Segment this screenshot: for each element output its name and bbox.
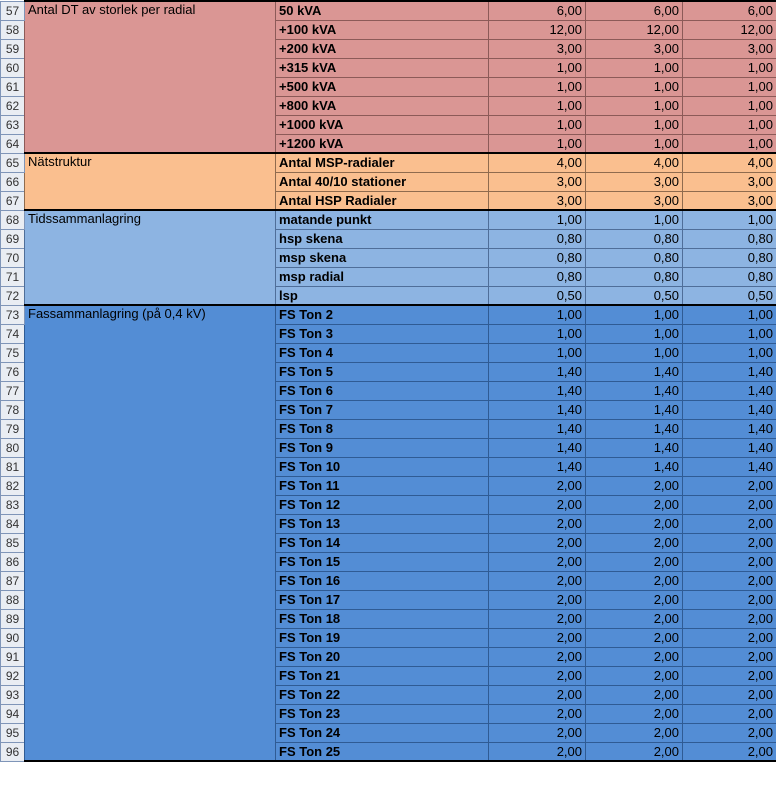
value-cell[interactable]: 3,00 [586,39,683,58]
row-number[interactable]: 60 [1,58,25,77]
value-cell[interactable]: 2,00 [489,552,586,571]
value-cell[interactable]: 1,00 [683,58,776,77]
value-cell[interactable]: 1,00 [586,134,683,153]
parameter-label-cell[interactable]: Antal MSP-radialer [276,153,489,172]
parameter-label-cell[interactable]: msp skena [276,248,489,267]
row-number[interactable]: 62 [1,96,25,115]
value-cell[interactable]: 2,00 [489,723,586,742]
parameter-label-cell[interactable]: FS Ton 19 [276,628,489,647]
value-cell[interactable]: 0,80 [489,267,586,286]
parameter-label-cell[interactable]: FS Ton 25 [276,742,489,761]
table-row [1,153,776,172]
value-cell[interactable]: 1,00 [586,210,683,229]
value-cell[interactable]: 1,00 [683,324,776,343]
parameter-label-cell[interactable]: +500 kVA [276,77,489,96]
table-row [1,1,776,20]
value-cell[interactable]: 2,00 [489,628,586,647]
value-cell[interactable]: 3,00 [683,191,776,210]
parameter-label-cell[interactable]: lsp [276,286,489,305]
value-cell[interactable]: 1,00 [683,305,776,324]
value-cell[interactable]: 1,00 [683,343,776,362]
row-number[interactable]: 95 [1,723,25,742]
row-number[interactable]: 65 [1,153,25,172]
parameter-label-cell[interactable]: FS Ton 5 [276,362,489,381]
value-cell[interactable]: 1,00 [683,134,776,153]
category-cell[interactable]: Nätstruktur [25,153,276,210]
value-cell[interactable]: 1,00 [489,343,586,362]
value-cell[interactable]: 1,00 [489,134,586,153]
value-cell[interactable]: 1,00 [586,343,683,362]
parameter-label-cell[interactable]: FS Ton 22 [276,685,489,704]
row-number[interactable]: 94 [1,704,25,723]
value-cell[interactable]: 0,50 [683,286,776,305]
value-cell[interactable]: 2,00 [489,533,586,552]
row-number[interactable]: 86 [1,552,25,571]
parameter-label-cell[interactable]: FS Ton 4 [276,343,489,362]
parameter-label-cell[interactable]: +200 kVA [276,39,489,58]
value-cell[interactable]: 1,00 [586,305,683,324]
row-number[interactable]: 66 [1,172,25,191]
value-cell[interactable]: 2,00 [683,590,776,609]
value-cell[interactable]: 2,00 [489,514,586,533]
value-cell[interactable]: 12,00 [683,20,776,39]
value-cell[interactable]: 1,00 [683,96,776,115]
row-number[interactable]: 76 [1,362,25,381]
row-number[interactable]: 85 [1,533,25,552]
value-cell[interactable]: 1,00 [586,96,683,115]
value-cell[interactable]: 2,00 [683,514,776,533]
value-cell[interactable]: 2,00 [489,609,586,628]
row-number[interactable]: 90 [1,628,25,647]
value-cell[interactable]: 1,40 [683,457,776,476]
spreadsheet-body [1,1,776,761]
row-number[interactable]: 92 [1,666,25,685]
value-cell[interactable]: 1,00 [489,96,586,115]
value-cell[interactable]: 0,80 [586,229,683,248]
value-cell[interactable]: 0,80 [683,248,776,267]
row-number[interactable]: 96 [1,742,25,761]
row-number[interactable]: 79 [1,419,25,438]
parameter-label-cell[interactable]: FS Ton 13 [276,514,489,533]
value-cell[interactable]: 2,00 [683,742,776,761]
table-row [1,305,776,324]
row-number[interactable]: 89 [1,609,25,628]
value-cell[interactable]: 2,00 [683,533,776,552]
value-cell[interactable]: 4,00 [489,153,586,172]
parameter-label-cell[interactable]: FS Ton 11 [276,476,489,495]
parameter-label-cell[interactable]: FS Ton 6 [276,381,489,400]
row-number[interactable]: 84 [1,514,25,533]
row-number[interactable]: 64 [1,134,25,153]
value-cell[interactable]: 0,80 [683,267,776,286]
value-cell[interactable]: 1,40 [489,419,586,438]
value-cell[interactable]: 4,00 [683,153,776,172]
parameter-label-cell[interactable]: FS Ton 14 [276,533,489,552]
value-cell[interactable]: 3,00 [489,172,586,191]
value-cell[interactable]: 1,40 [489,457,586,476]
row-number[interactable]: 77 [1,381,25,400]
value-cell[interactable]: 1,40 [489,362,586,381]
parameter-label-cell[interactable]: msp radial [276,267,489,286]
value-cell[interactable]: 1,40 [586,362,683,381]
parameter-label-cell[interactable]: FS Ton 12 [276,495,489,514]
parameter-label-cell[interactable]: FS Ton 17 [276,590,489,609]
row-number[interactable]: 74 [1,324,25,343]
value-cell[interactable]: 0,80 [683,229,776,248]
row-number[interactable]: 68 [1,210,25,229]
value-cell[interactable]: 0,50 [586,286,683,305]
parameter-label-cell[interactable]: FS Ton 23 [276,704,489,723]
value-cell[interactable]: 1,00 [489,115,586,134]
row-number[interactable]: 67 [1,191,25,210]
value-cell[interactable]: 2,00 [683,704,776,723]
row-number[interactable]: 61 [1,77,25,96]
value-cell[interactable]: 2,00 [489,704,586,723]
value-cell[interactable]: 2,00 [489,495,586,514]
value-cell[interactable]: 1,40 [683,419,776,438]
value-cell[interactable]: 1,00 [586,58,683,77]
value-cell[interactable]: 2,00 [683,476,776,495]
value-cell[interactable]: 1,40 [586,419,683,438]
category-cell[interactable]: Tidssammanlagring [25,210,276,305]
value-cell[interactable]: 1,40 [683,381,776,400]
value-cell[interactable]: 1,40 [489,438,586,457]
value-cell[interactable]: 2,00 [683,609,776,628]
row-number[interactable]: 70 [1,248,25,267]
parameter-label-cell[interactable]: FS Ton 16 [276,571,489,590]
value-cell[interactable]: 3,00 [683,39,776,58]
parameter-label-cell[interactable]: 50 kVA [276,1,489,20]
value-cell[interactable]: 1,40 [683,438,776,457]
value-cell[interactable]: 0,80 [586,248,683,267]
parameter-label-cell[interactable]: FS Ton 24 [276,723,489,742]
value-cell[interactable]: 2,00 [586,533,683,552]
value-cell[interactable]: 2,00 [683,571,776,590]
value-cell[interactable]: 1,00 [489,305,586,324]
value-cell[interactable]: 1,00 [489,58,586,77]
parameter-label-cell[interactable]: FS Ton 20 [276,647,489,666]
value-cell[interactable]: 1,00 [683,210,776,229]
row-number[interactable]: 88 [1,590,25,609]
parameter-label-cell[interactable]: matande punkt [276,210,489,229]
value-cell[interactable]: 1,00 [586,115,683,134]
value-cell[interactable]: 2,00 [586,742,683,761]
value-cell[interactable]: 2,00 [489,742,586,761]
value-cell[interactable]: 2,00 [586,647,683,666]
category-cell[interactable]: Antal DT av storlek per radial [25,1,276,153]
row-number[interactable]: 58 [1,20,25,39]
parameter-label-cell[interactable]: FS Ton 8 [276,419,489,438]
value-cell[interactable]: 1,00 [586,77,683,96]
value-cell[interactable]: 1,40 [489,381,586,400]
row-number[interactable]: 81 [1,457,25,476]
value-cell[interactable]: 1,40 [586,400,683,419]
value-cell[interactable]: 2,00 [489,685,586,704]
value-cell[interactable]: 3,00 [489,39,586,58]
parameter-label-cell[interactable]: FS Ton 9 [276,438,489,457]
row-number[interactable]: 78 [1,400,25,419]
value-cell[interactable]: 2,00 [586,704,683,723]
value-cell[interactable]: 3,00 [683,172,776,191]
value-cell[interactable]: 1,00 [683,115,776,134]
value-cell[interactable]: 0,80 [489,248,586,267]
value-cell[interactable]: 12,00 [586,20,683,39]
value-cell[interactable]: 2,00 [586,666,683,685]
value-cell[interactable]: 6,00 [489,1,586,20]
value-cell[interactable]: 2,00 [586,590,683,609]
parameter-label-cell[interactable]: +1200 kVA [276,134,489,153]
parameter-label-cell[interactable]: FS Ton 2 [276,305,489,324]
value-cell[interactable]: 2,00 [586,685,683,704]
value-cell[interactable]: 2,00 [489,647,586,666]
value-cell[interactable]: 0,80 [489,229,586,248]
row-number[interactable]: 91 [1,647,25,666]
value-cell[interactable]: 2,00 [586,514,683,533]
row-number[interactable]: 57 [1,1,25,20]
parameter-label-cell[interactable]: +100 kVA [276,20,489,39]
parameter-label-cell[interactable]: FS Ton 7 [276,400,489,419]
parameter-label-cell[interactable]: +800 kVA [276,96,489,115]
row-number[interactable]: 73 [1,305,25,324]
value-cell[interactable]: 2,00 [586,495,683,514]
parameter-label-cell[interactable]: Antal 40/10 stationer [276,172,489,191]
value-cell[interactable]: 2,00 [683,495,776,514]
value-cell[interactable]: 2,00 [489,476,586,495]
value-cell[interactable]: 2,00 [586,723,683,742]
value-cell[interactable]: 2,00 [683,723,776,742]
value-cell[interactable]: 3,00 [489,191,586,210]
value-cell[interactable]: 6,00 [683,1,776,20]
row-number[interactable]: 59 [1,39,25,58]
value-cell[interactable]: 2,00 [683,552,776,571]
value-cell[interactable]: 2,00 [586,476,683,495]
value-cell[interactable]: 1,00 [489,324,586,343]
value-cell[interactable]: 1,00 [489,77,586,96]
parameter-label-cell[interactable]: Antal HSP Radialer [276,191,489,210]
value-cell[interactable]: 1,00 [489,210,586,229]
value-cell[interactable]: 2,00 [586,609,683,628]
parameter-label-cell[interactable]: FS Ton 21 [276,666,489,685]
value-cell[interactable]: 6,00 [586,1,683,20]
value-cell[interactable]: 1,40 [683,400,776,419]
value-cell[interactable]: 0,80 [586,267,683,286]
parameter-label-cell[interactable]: FS Ton 18 [276,609,489,628]
value-cell[interactable]: 2,00 [683,685,776,704]
parameter-label-cell[interactable]: +1000 kVA [276,115,489,134]
row-number[interactable]: 69 [1,229,25,248]
value-cell[interactable]: 1,40 [683,362,776,381]
row-number[interactable]: 72 [1,286,25,305]
table-row [1,210,776,229]
value-cell[interactable]: 3,00 [586,191,683,210]
value-cell[interactable]: 0,50 [489,286,586,305]
value-cell[interactable]: 2,00 [683,647,776,666]
parameter-label-cell[interactable]: +315 kVA [276,58,489,77]
value-cell[interactable]: 4,00 [586,153,683,172]
value-cell[interactable]: 2,00 [586,552,683,571]
value-cell[interactable]: 2,00 [586,571,683,590]
row-number[interactable]: 82 [1,476,25,495]
value-cell[interactable]: 2,00 [683,628,776,647]
value-cell[interactable]: 1,40 [586,457,683,476]
value-cell[interactable]: 2,00 [489,590,586,609]
value-cell[interactable]: 2,00 [489,571,586,590]
row-number[interactable]: 80 [1,438,25,457]
value-cell[interactable]: 2,00 [683,666,776,685]
row-number[interactable]: 93 [1,685,25,704]
row-number[interactable]: 63 [1,115,25,134]
parameter-label-cell[interactable]: FS Ton 10 [276,457,489,476]
value-cell[interactable]: 12,00 [489,20,586,39]
value-cell[interactable]: 1,40 [586,381,683,400]
row-number[interactable]: 83 [1,495,25,514]
value-cell[interactable]: 2,00 [586,628,683,647]
row-number[interactable]: 71 [1,267,25,286]
parameter-label-cell[interactable]: FS Ton 15 [276,552,489,571]
parameter-label-cell[interactable]: hsp skena [276,229,489,248]
value-cell[interactable]: 1,40 [586,438,683,457]
category-cell[interactable]: Fassammanlagring (på 0,4 kV) [25,305,276,761]
value-cell[interactable]: 2,00 [489,666,586,685]
row-number[interactable]: 87 [1,571,25,590]
value-cell[interactable]: 3,00 [586,172,683,191]
parameter-label-cell[interactable]: FS Ton 3 [276,324,489,343]
value-cell[interactable]: 1,40 [489,400,586,419]
row-number[interactable]: 75 [1,343,25,362]
value-cell[interactable]: 1,00 [586,324,683,343]
value-cell[interactable]: 1,00 [683,77,776,96]
